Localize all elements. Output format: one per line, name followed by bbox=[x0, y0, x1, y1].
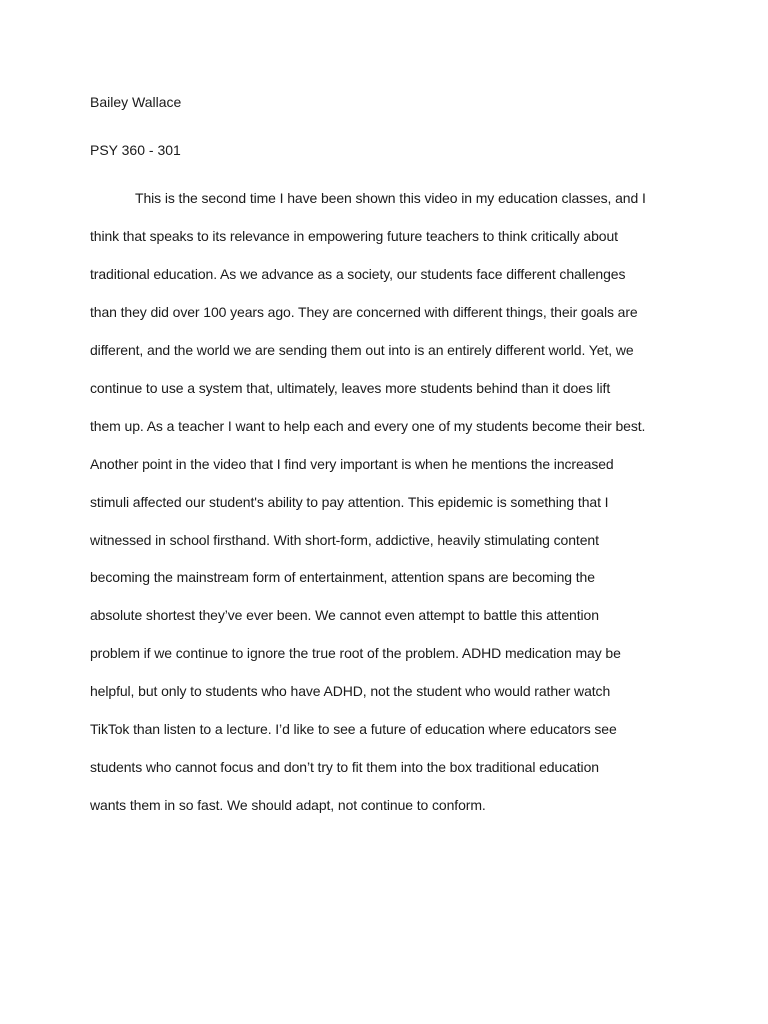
paragraph-line: becoming the mainstream form of entertainment, attention spans are becoming the bbox=[90, 569, 595, 585]
paragraph-line: stimuli affected our student's ability to pay attention. This epidemic is something that I bbox=[90, 494, 609, 510]
paragraph-line: them up. As a teacher I want to help each and every one of my students become their best. bbox=[90, 418, 646, 434]
paragraph-line: think that speaks to its relevance in empowering future teachers to think critically about bbox=[90, 228, 618, 244]
paragraph-line: continue to use a system that, ultimately, leaves more students behind than it does lift bbox=[90, 380, 611, 396]
paragraph-line: problem if we continue to ignore the true root of the problem. ADHD medication may be bbox=[90, 645, 621, 661]
paragraph-line: Another point in the video that I find very important is when he mentions the increased bbox=[90, 456, 614, 472]
paragraph-line: wants them in so fast. We should adapt, not continue to conform. bbox=[90, 797, 486, 813]
paragraph-line: than they did over 100 years ago. They are concerned with different things, their goals are bbox=[90, 304, 638, 320]
paragraph-line: traditional education. As we advance as a society, our students face different challenges bbox=[90, 266, 626, 282]
paragraph-line: absolute shortest they’ve ever been. We cannot even attempt to battle this attention bbox=[90, 607, 599, 623]
paragraph-line: different, and the world we are sending them out into is an entirely different world. Yet, we bbox=[90, 342, 634, 358]
paragraph-line: helpful, but only to students who have ADHD, not the student who would rather watch bbox=[90, 683, 611, 699]
paragraph-line: This is the second time I have been shown this video in my education classes, and I bbox=[135, 190, 646, 206]
author-name: Bailey Wallace bbox=[90, 94, 182, 110]
paragraph-line: TikTok than listen to a lecture. I’d like to see a future of education where educators see bbox=[90, 721, 617, 737]
paragraph-line: witnessed in school firsthand. With short-form, addictive, heavily stimulating content bbox=[90, 532, 599, 548]
paragraph-line: students who cannot focus and don’t try to fit them into the box traditional education bbox=[90, 759, 599, 775]
course-code: PSY 360 - 301 bbox=[90, 142, 181, 158]
